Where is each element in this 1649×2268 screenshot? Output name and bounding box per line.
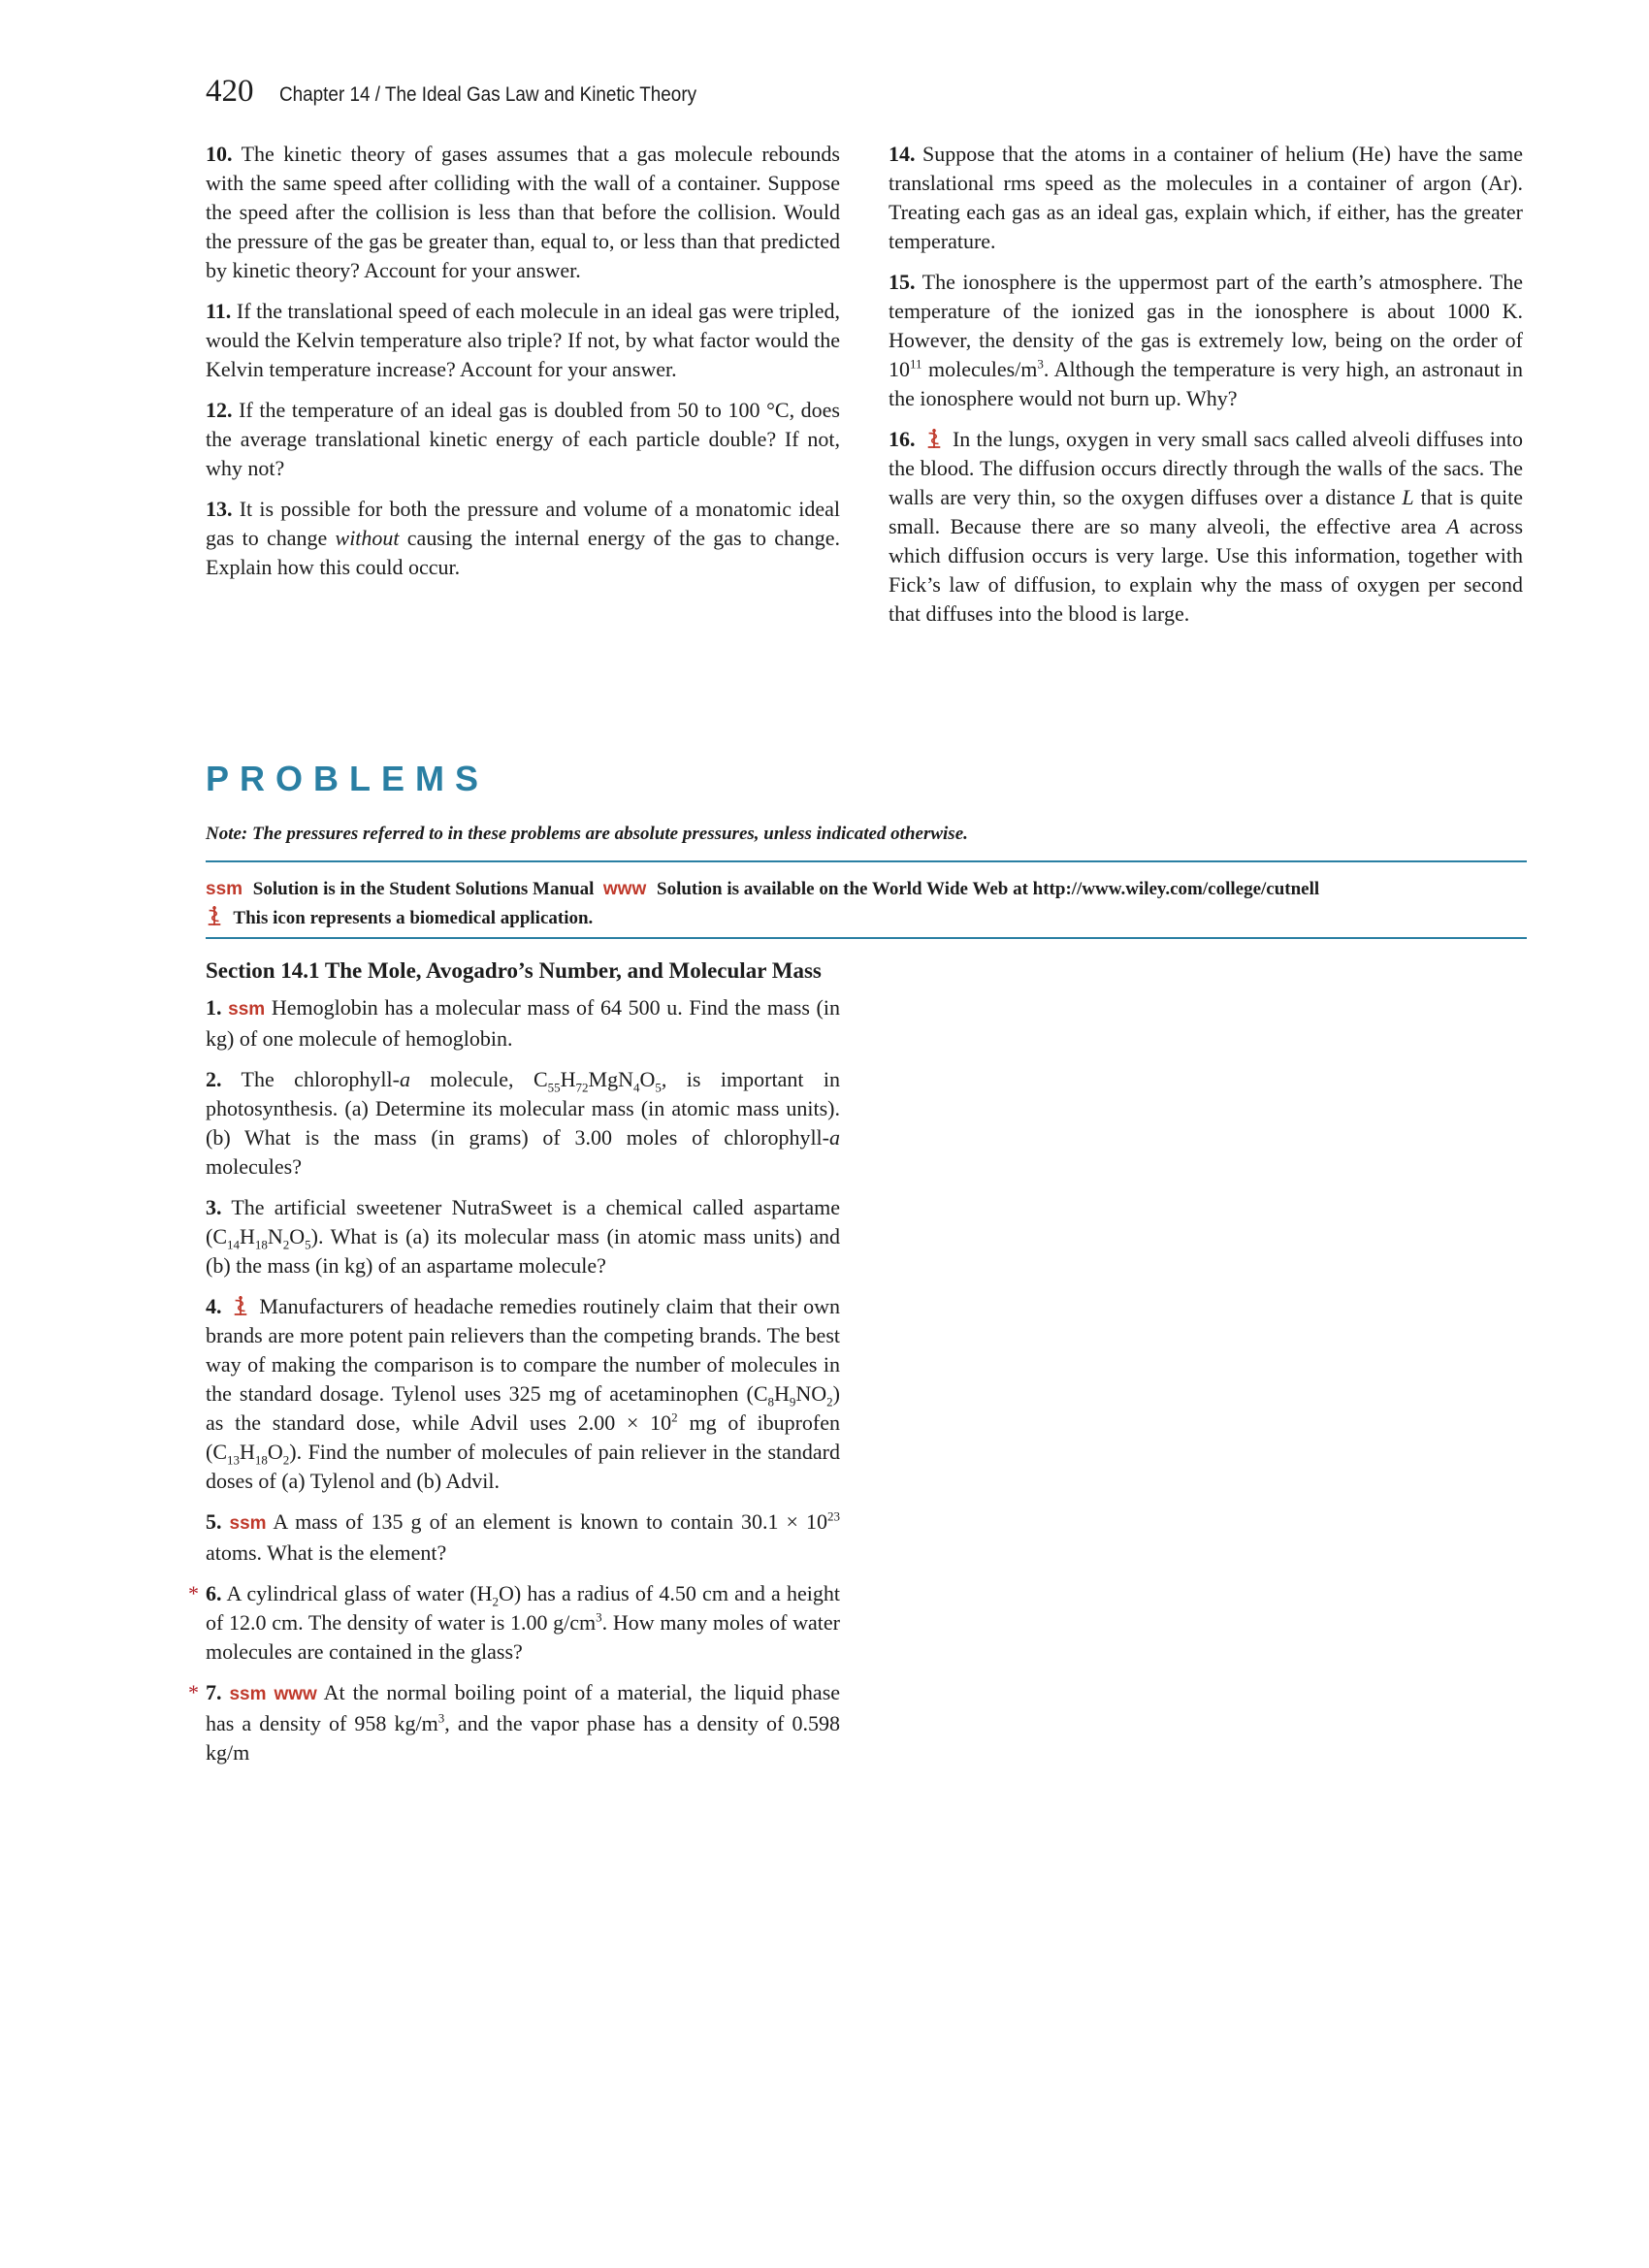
question-number: 16. — [889, 427, 916, 451]
problem-3: 3. The artificial sweetener NutraSweet is a chemical called aspartame $(C_{14}H_{18}N_2O_5)$. What is (a) its molecular mass (in atomic mass units) and (b) the mass (in kg) of an aspartame molecule? — [206, 1195, 840, 1278]
bio-description: This icon represents a biomedical application. — [233, 908, 594, 928]
question-11: 11. If the translational speed of each molecule in an ideal gas were tripled, would the Kelvin temperature also triple? If not, by what factor would the Kelvin temperature increase? Account for your answer. — [206, 299, 840, 381]
page-header — [206, 74, 1370, 116]
question-number: 10. — [206, 142, 233, 166]
page-number: 420 — [206, 74, 254, 109]
problems-left-column — [188, 956, 841, 1779]
question-13: 13. It is possible for both the pressure and volume of a monatomic ideal gas to change without causing the internal energy of the gas to change. Explain how this could occur. — [206, 497, 841, 579]
ssm-tag: ssm — [229, 1684, 267, 1704]
question-number: 13. — [206, 497, 233, 521]
problem-7: * 7. ssm www At the normal boiling point of a material, the liquid phase has a density of 958 $kg/m^3$, and the vapor phase has a density of 0.598 kg/m — [188, 1680, 841, 1765]
question-number: 11. — [206, 299, 232, 323]
www-description: Solution is available on the World Wide Web at http://www.wiley.com/college/cutnell — [657, 879, 1320, 899]
caduceus-icon — [925, 428, 943, 449]
questions-left-column — [206, 140, 840, 594]
divider-rule — [206, 937, 1527, 939]
star-marker: * — [188, 1581, 199, 1605]
question-number: 12. — [206, 398, 233, 422]
problems-note: Note: The pressures referred to in these problems are absolute pressures, unless indicated otherwise. — [206, 824, 968, 844]
question-15: 15. The ionosphere is the uppermost part of the earth’s atmosphere. The temperature of the ionized gas in the ionosphere is about 1000 K. However, the density of the gas is extremely low, being on the order of $10^{11}$ molecules/$m^3$. Although the temperature is very high, an astronaut in the ionosphere would not burn up. Why? — [889, 270, 1524, 410]
www-tag: www — [274, 1684, 317, 1704]
problems-right-column — [889, 956, 1523, 968]
question-number: 14. — [889, 142, 916, 166]
questions-right-column — [889, 140, 1523, 640]
question-16: 16. In the lungs, oxygen in very small sacs called alveoli diffuses into the blood. The diffusion occurs directly through the walls of the sacs. The walls are very thin, so the oxygen diffuses over a distance L that is quite small. Because there are so many alveoli, the effective area A across which diffusion occurs is very large. Use this information, together with Fick’s law of diffusion, to explain why the mass of oxygen per second that diffuses into the blood is large. — [889, 427, 1524, 626]
question-14: 14. Suppose that the atoms in a container of helium (He) have the same translational rms speed as the molecules in a container of argon (Ar). Treating each gas as an ideal gas, explain which, if either, has the greater temperature. — [889, 142, 1523, 253]
problem-6: * 6. A cylindrical glass of water $(H_2O)$ has a radius of 4.50 cm and a height of 12.0 cm. The density of water is 1.00 $g/cm^3$. How many moles of water molecules are contained in the glass? — [188, 1581, 841, 1664]
problem-5: 5. ssm A mass of 135 g of an element is known to contain $30.1 \times 10^{23}$ atoms. What is the element? — [206, 1508, 840, 1565]
problems-heading: PROBLEMS — [206, 759, 490, 798]
legend-row-1 — [206, 875, 1535, 904]
question-12: 12. If the temperature of an ideal gas is doubled from 50 to 100 °C, does the average translational kinetic energy of each particle double? If not, why not? — [206, 398, 840, 480]
problem-4: 4. Manufacturers of headache remedies routinely claim that their own brands are more potent pain relievers than the competing brands. The best way of making the comparison is to compare the number of molecules in the standard dosage. Tylenol uses 325 mg of acetaminophen $(C_8H_9NO_2)$ as the standard dose, while Advil uses $2.00 \times 10^2$ mg of ibuprofen $(C_{13}H_{18}O_2)$. Find the number of molecules of pain reliever in the standard doses of (a) Tylenol and (b) Advil. — [206, 1294, 841, 1493]
ssm-tag: ssm — [206, 879, 243, 899]
ssm-tag: ssm — [228, 999, 266, 1020]
caduceus-icon — [206, 905, 223, 926]
chapter-title: Chapter 14 / The Ideal Gas Law and Kinetic Theory — [278, 83, 696, 106]
question-number: 15. — [889, 270, 916, 294]
www-tag: www — [602, 879, 647, 899]
ssm-description: Solution is in the Student Solutions Manual — [252, 879, 595, 899]
caduceus-icon — [232, 1295, 249, 1316]
legend — [206, 875, 1535, 933]
section-heading: Section 14.1 The Mole, Avogadro’s Number, and Molecular Mass — [206, 958, 822, 983]
question-10: 10. The kinetic theory of gases assumes that a gas molecule rebounds with the same speed after colliding with the wall of a container. Suppose the speed after the collision is less than that before the collision. Would the pressure of the gas be greater than, equal to, or less than that predicted by kinetic theory? Account for your answer. — [206, 142, 840, 282]
problem-1: 1. ssm Hemoglobin has a molecular mass of 64 500 u. Find the mass (in kg) of one molecule of hemoglobin. — [206, 995, 840, 1051]
ssm-tag: ssm — [229, 1513, 267, 1534]
star-marker: * — [188, 1680, 199, 1704]
problem-2: 2. The chlorophyll-a molecule, $C_{55}H_{72}MgN_4O_5$, is important in photosynthesis. (a) Determine its molecular mass (in atomic mass units). (b) What is the mass (in grams) of 3.00 moles of chlorophyll-a molecules? — [206, 1067, 841, 1179]
divider-rule — [206, 860, 1527, 862]
legend-row-2 — [206, 904, 1535, 933]
